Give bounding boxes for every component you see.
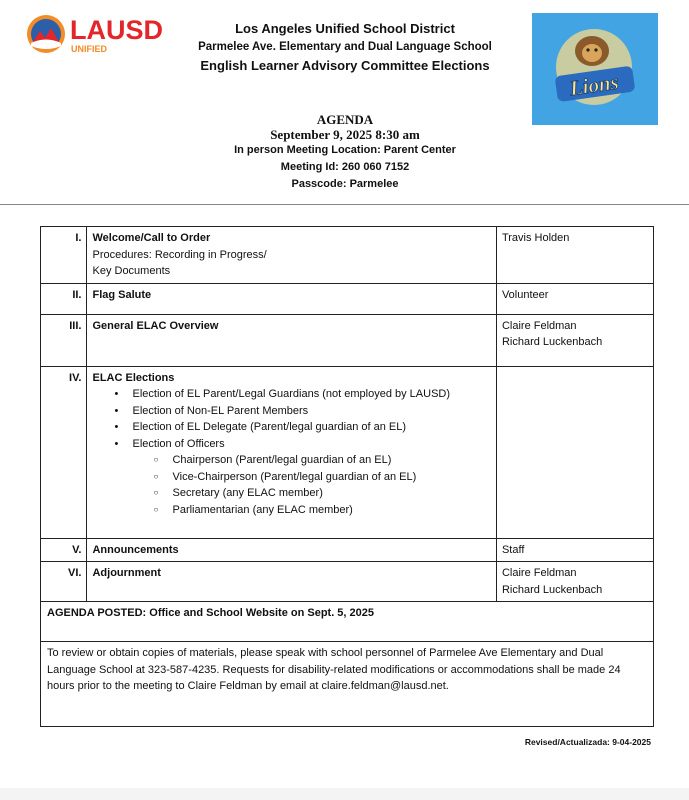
district-name: Los Angeles Unified School District [235, 21, 455, 36]
row-title: Flag Salute [92, 288, 152, 301]
list-item: ○ Parliamentarian (any ELAC member) [172, 502, 490, 519]
row-presenter [496, 314, 653, 366]
row-topic [87, 227, 496, 284]
row-topic [87, 366, 496, 538]
meeting-datetime: September 9, 2025 8:30 am [270, 127, 420, 142]
list-item: ○ Secretary (any ELAC member) [172, 485, 490, 502]
posted-cell [41, 602, 654, 642]
row-title: Announcements [92, 543, 179, 556]
list-item: ○ Chairperson (Parent/legal guardian of an EL) [172, 452, 490, 469]
meeting-location: In person Meeting Location: Parent Center [234, 144, 456, 156]
row-topic [87, 283, 496, 314]
revision-date: Revised/Actualizada: 9-04-2025 [524, 737, 651, 747]
presenter-name: Richard Luckenbach [501, 336, 603, 348]
mascot-label: Lions [568, 69, 621, 101]
meeting-id: Meeting Id: 260 060 7152 [280, 161, 410, 173]
agenda-row [41, 538, 654, 562]
list-item: • Election of Non-EL Parent Members [132, 403, 490, 420]
document-header [160, 20, 530, 75]
row-presenter [496, 562, 653, 602]
posted-notice: AGENDA POSTED: Office and School Website on Sept. 5, 2025 [47, 607, 375, 619]
agenda-heading: AGENDA [316, 112, 374, 127]
row-number: V. [41, 538, 87, 562]
notice-cell [41, 642, 654, 727]
row-presenter [496, 538, 653, 562]
row-presenter [496, 227, 653, 284]
header-divider [0, 204, 689, 205]
election-list [92, 386, 490, 452]
row-number: II. [41, 283, 87, 314]
list-item: • Election of Officers [132, 436, 490, 453]
row-title: Welcome/Call to Order [92, 232, 211, 244]
row-presenter [496, 366, 653, 538]
row-title: General ELAC Overview [92, 319, 219, 332]
row-presenter [496, 283, 653, 314]
row-number: I. [41, 227, 87, 284]
row-topic [87, 538, 496, 562]
row-number: VI. [41, 562, 87, 602]
presenter-name: Staff [501, 543, 525, 556]
row-detail: Key Documents [92, 265, 171, 277]
committee-title: English Learner Advisory Committee Elections [200, 58, 490, 73]
row-topic [87, 314, 496, 366]
presenter-name: Richard Luckenbach [501, 583, 603, 596]
lausd-logo [26, 12, 181, 56]
row-title: Adjournment [92, 567, 161, 579]
row-number: IV. [41, 366, 87, 538]
logo-wordmark: LAUSD [70, 15, 163, 45]
agenda-table [40, 226, 654, 727]
lions-mascot-image [532, 13, 658, 125]
presenter-name: Claire Feldman [501, 567, 577, 579]
row-detail: Procedures: Recording in Progress/ [92, 248, 267, 261]
presenter-name: Travis Holden [501, 232, 570, 244]
list-item: • Election of EL Parent/Legal Guardians (not employed by LAUSD) [132, 386, 490, 403]
presenter-name: Claire Feldman [501, 319, 577, 332]
notice-row [41, 642, 654, 727]
officer-list [92, 452, 490, 518]
agenda-row [41, 314, 654, 366]
agenda-row [41, 283, 654, 314]
presenter-name: Volunteer [501, 288, 549, 301]
agenda-row [41, 227, 654, 284]
meeting-info [170, 112, 520, 193]
row-topic [87, 562, 496, 602]
row-title: ELAC Elections [92, 371, 175, 384]
row-number: III. [41, 314, 87, 366]
list-item: ○ Vice-Chairperson (Parent/legal guardian of an EL) [172, 469, 490, 486]
meeting-passcode: Passcode: Parmelee [291, 178, 399, 190]
school-name: Parmelee Ave. Elementary and Dual Language School [198, 41, 492, 53]
agenda-row [41, 366, 654, 538]
list-item: • Election of EL Delegate (Parent/legal guardian of an EL) [132, 419, 490, 436]
accessibility-notice: To review or obtain copies of materials, please speak with school personnel of Parmelee Ave Elementary and Dual Language School at 323-587-4235. Requests for disability-related modifications or accommodations shall be made 24 hours prior to the meeting to Claire Feldman by email at claire.feldman@lausd.net. [47, 647, 621, 692]
logo-subtitle: UNIFIED [71, 44, 107, 54]
agenda-row [41, 562, 654, 602]
posted-row [41, 602, 654, 642]
